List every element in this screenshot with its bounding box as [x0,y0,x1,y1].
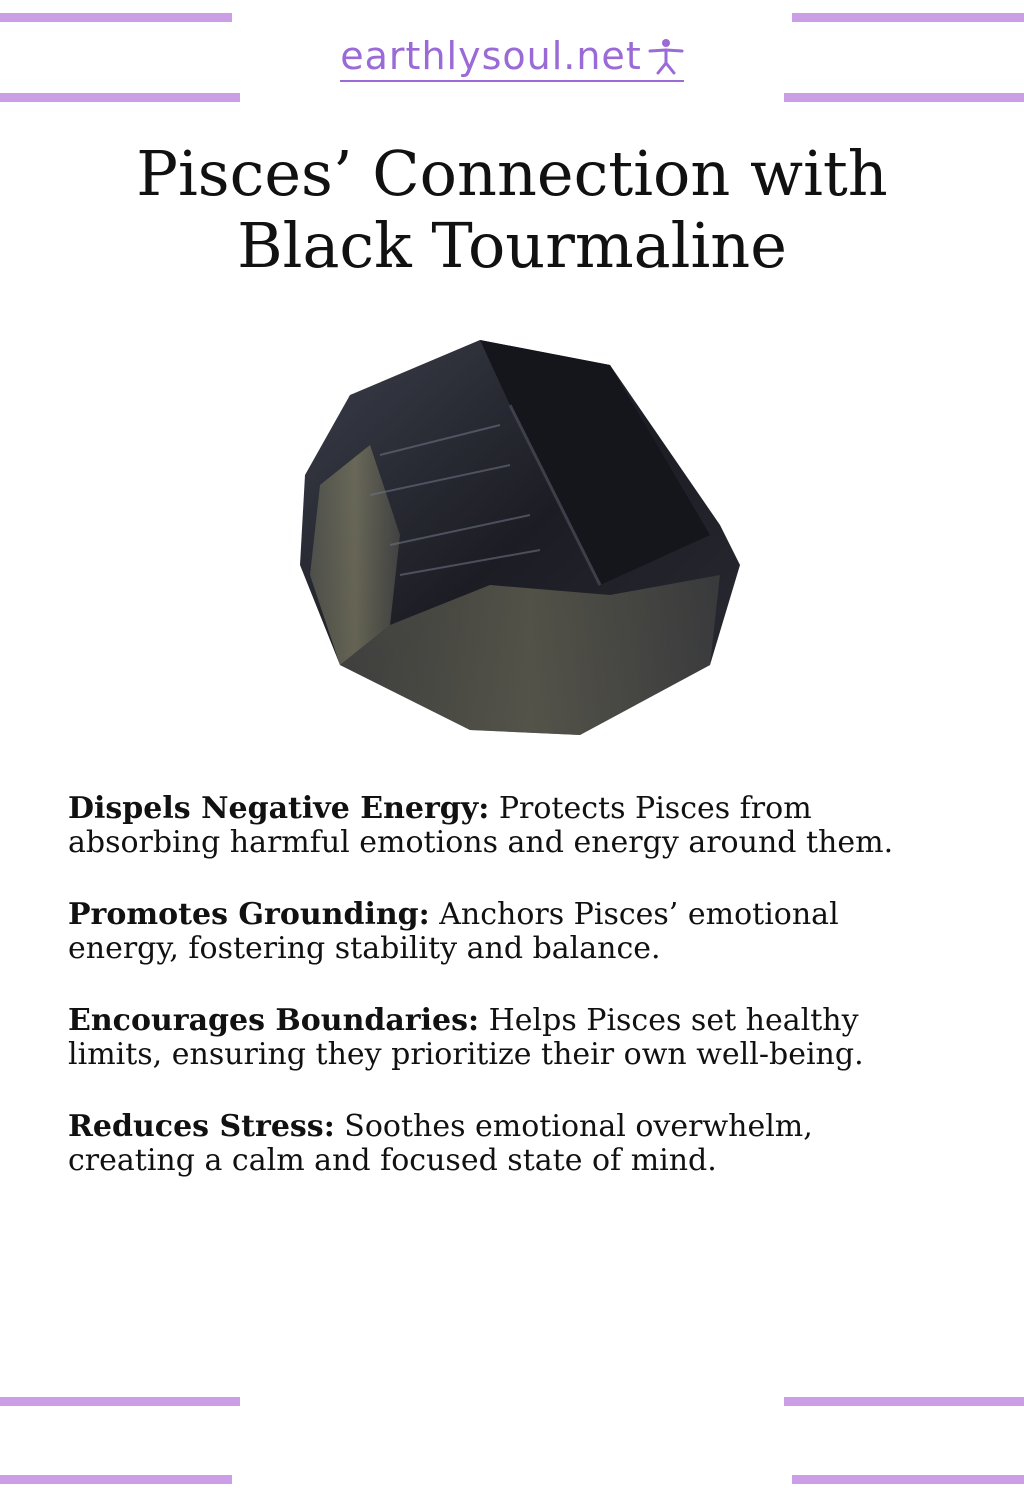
decorative-bar [792,1475,1024,1484]
item-heading: Dispels Negative Energy: [68,791,490,826]
list-item [68,792,914,860]
black-tourmaline-image [280,335,750,745]
yoga-figure-icon [648,37,684,75]
item-heading: Reduces Stress: [68,1109,335,1144]
decorative-bar [784,93,1024,102]
logo-text: earthlysoul.net [340,34,642,78]
decorative-bar [0,13,232,22]
item-heading: Promotes Grounding: [68,897,430,932]
benefits-list [68,792,914,1216]
item-text: Soothes emotional overwhelm, creating a calm and focused state of mind. [68,1109,813,1178]
decorative-bar [792,13,1024,22]
list-item [68,1110,914,1178]
item-text: Anchors Pisces’ emotional energy, fostering stability and balance. [68,897,839,966]
page-title [40,138,984,282]
title-line-2: Black Tourmaline [237,209,787,282]
decorative-bar [0,93,240,102]
list-item [68,898,914,966]
decorative-bar [0,1475,232,1484]
item-text: Helps Pisces set healthy limits, ensuring they prioritize their own well-being. [68,1003,864,1072]
title-line-1: Pisces’ Connection with [136,137,888,210]
item-text: Protects Pisces from absorbing harmful emotions and energy around them. [68,791,894,860]
item-heading: Encourages Boundaries: [68,1003,480,1038]
list-item [68,1004,914,1072]
site-logo[interactable] [0,34,1024,82]
decorative-bar [784,1397,1024,1406]
decorative-bar [0,1397,240,1406]
